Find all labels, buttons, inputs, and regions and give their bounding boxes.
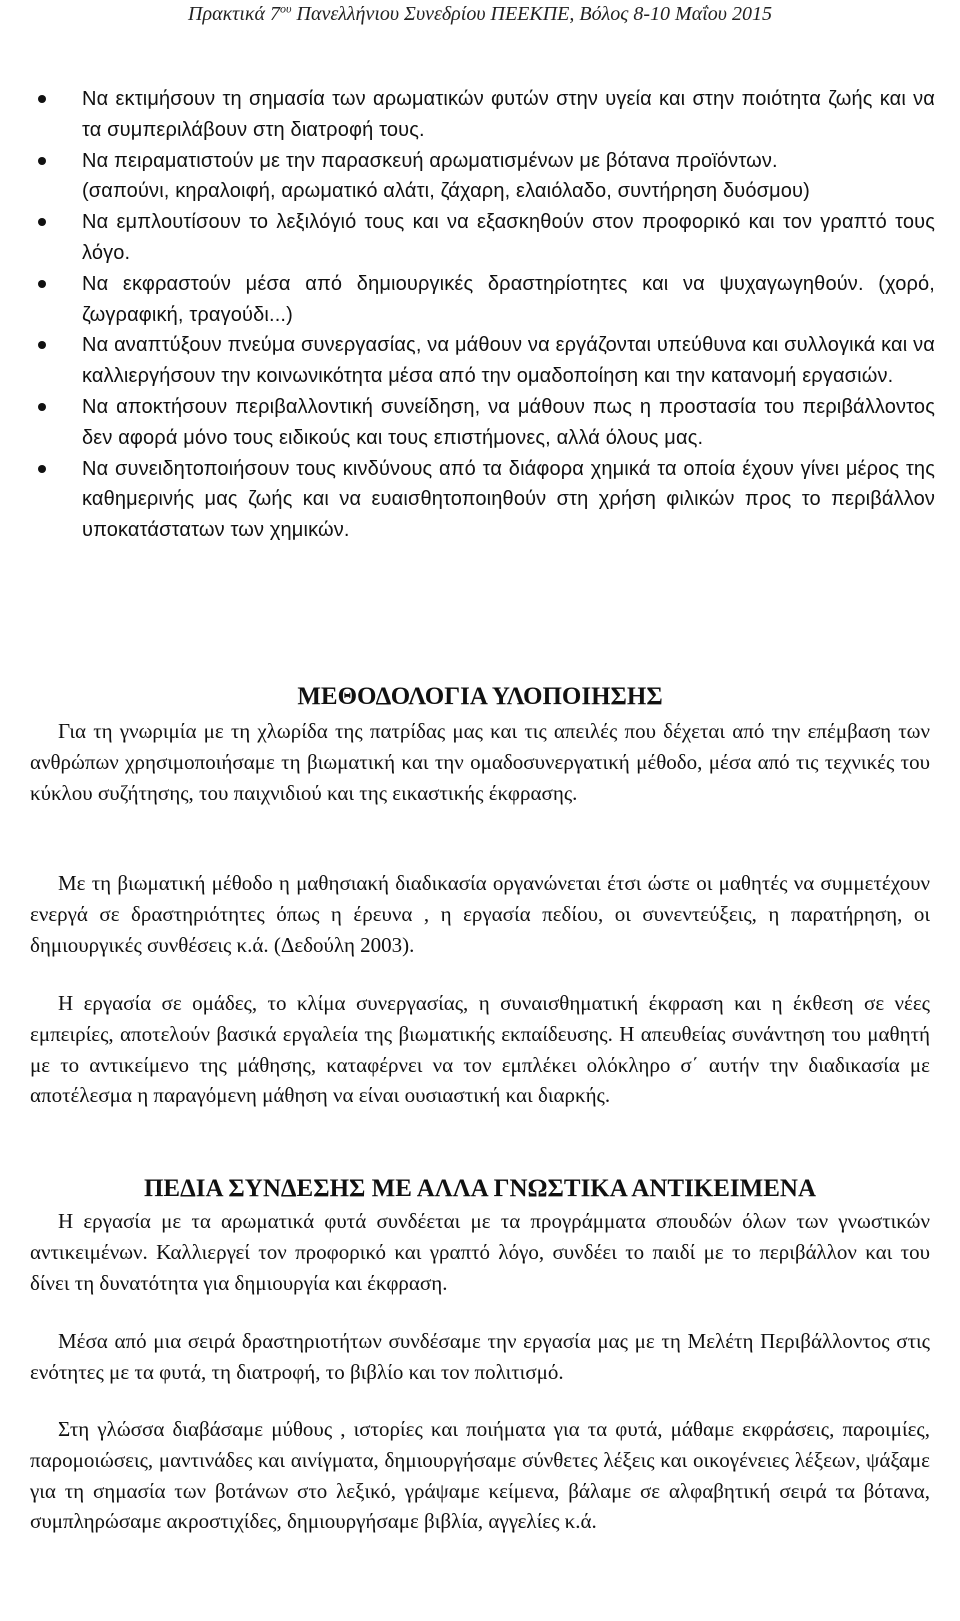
section-title-connections: ΠΕΔΙΑ ΣΥΝΔΕΣΗΣ ΜΕ ΑΛΛΑ ΓΝΩΣΤΙΚΑ ΑΝΤΙΚΕΙΜΕΝΑ <box>143 1175 817 1202</box>
list-item-continuation: (σαπούνι, κηραλοιφή, αρωματικό αλάτι, ζάχαρη, ελαιόλαδο, συντήρηση δυόσμου) <box>82 180 810 203</box>
paragraph <box>30 1326 930 1388</box>
list-item: Να εκφραστούν μέσα από δημιουργικές δραστηρίοτητες και να ψυχαγωγηθούν. (χορό, ζωγραφική, τραγούδι...) <box>30 269 935 331</box>
header-superscript: ου <box>279 1 292 16</box>
paragraph-text: Μέσα από μια σειρά δραστηριοτήτων συνδέσαμε την εργασία μας με τη Μελέτη Περιβάλλοντος στις ενότητες με τα φυτά, τη διατροφή, το βιβλίο και τον πολιτισμό. <box>30 1329 930 1384</box>
list-item: Να εκτιμήσουν τη σημασία των αρωματικών φυτών στην υγεία και στην ποιότητα ζωής και να τα συμπεριλάβουν στη διατροφή τους. <box>30 84 935 146</box>
paragraph <box>30 988 930 1111</box>
list-item: Να συνειδητοποιήσουν τους κινδύνους από τα διάφορα χημικά τα οποία έχουν γίνει μέρος της καθημερινής μας ζωής και να ευαισθητοποιηθούν στη χρήση φιλικών προς το περιβάλλον υποκατάστατων των χημικών. <box>30 454 935 546</box>
paragraph-text: Για τη γνωριμία με τη χλωρίδα της πατρίδας μας και τις απειλές που δέχεται από την επέμβαση των ανθρώπων χρησιμοποιήσαμε τη βιωματική και την ομαδοσυνεργατική μέθοδο, μέσα από τις τεχνικές του κύκλου συζήτησης, του παιχνιδιού και της εικαστικής έκφρασης. <box>30 719 930 805</box>
objectives-list <box>30 84 935 546</box>
header-text-rest: Πανελλήνιου Συνεδρίου ΠΕΕΚΠΕ, Βόλος 8-10 Μαΐου 2015 <box>291 3 772 25</box>
list-item: Να εμπλουτίσουν το λεξιλόγιό τους και να εξασκηθούν στον προφορικό και τον γραπτό τους λόγο. <box>30 207 935 269</box>
paragraph-text: Η εργασία με τα αρωματικά φυτά συνδέεται με τα προγράμματα σπουδών όλων των γνωστικών αντικειμένων. Καλλιεργεί τον προφορικό και γραπτό λόγο, συνδέει το παιδί με το περιβάλλον και του δίνει τη δυνατότητα για δημιουργία και έκφραση. <box>30 1209 930 1295</box>
list-item: Να πειραματιστούν με την παρασκευή αρωματισμένων με βότανα προϊόντων. <box>30 146 935 177</box>
list-item: Να αποκτήσουν περιβαλλοντική συνείδηση, να μάθουν πως η προστασία του περιβάλλοντος δεν αφορά μόνο τους ειδικούς και τους επιστήμονες, αλλά όλους μας. <box>30 392 935 454</box>
paragraph-text: Με τη βιωματική μέθοδο η μαθησιακή διαδικασία οργανώνεται έτσι ώστε οι μαθητές να συμμετέχουν ενεργά σε δραστηριότητες όπως η έρευνα , η εργασία πεδίου, οι συνεντεύξεις, η παρατήρηση, οι δημιουργικές συνθέσεις κ.ά. (Δεδούλη 2003). <box>30 871 930 957</box>
paragraph <box>30 868 930 960</box>
paragraph <box>30 716 930 808</box>
header-text: Πρακτικά 7 <box>188 3 280 25</box>
list-item: Να αναπτύξουν πνεύμα συνεργασίας, να μάθουν να εργάζονται υπεύθυνα και συλλογικά και να καλλιεργήσουν την κοινωνικότητα μέσα από την ομαδοποίηση και την κατανομή εργασιών. <box>30 330 935 392</box>
paragraph <box>30 1206 930 1298</box>
paragraph <box>30 1414 930 1537</box>
running-header <box>0 0 960 28</box>
paragraph-text: Η εργασία σε ομάδες, το κλίμα συνεργασίας, η συναισθηματική έκφραση και η έκθεση σε νέες εμπειρίες, αποτελούν βασικά εργαλεία της βιωματικής εκπαίδευσης. Η απευθείας συνάντηση του μαθητή με το αντικείμενο της μάθησης, καταφέρνει να τον εμπλέκει ολόκληρο σ΄ αυτήν την διαδικασία με αποτέλεσμα η παραγόμενη μάθηση να είναι ουσιαστική και διαρκής. <box>30 991 930 1108</box>
section-title-methodology: ΜΕΘΟΔΟΛΟΓΙΑ ΥΛΟΠΟΙΗΣΗΣ <box>297 683 663 710</box>
paragraph-text: Στη γλώσσα διαβάσαμε μύθους , ιστορίες και ποιήματα για τα φυτά, μάθαμε εκφράσεις, παροιμίες, παρομοιώσεις, μαντινάδες και αινίγματα, δημιουργήσαμε σύνθετες λέξεις και οικογένειες λέξεων, ψάξαμε για τη σημασία των βοτάνων στο λεξικό, γράψαμε κείμενα, βάλαμε σε αλφαβητική σειρά τα βότανα, συμπληρώσαμε ακροστιχίδες, δημιουργήσαμε βιβλία, αγγελίες κ.ά. <box>30 1417 930 1534</box>
